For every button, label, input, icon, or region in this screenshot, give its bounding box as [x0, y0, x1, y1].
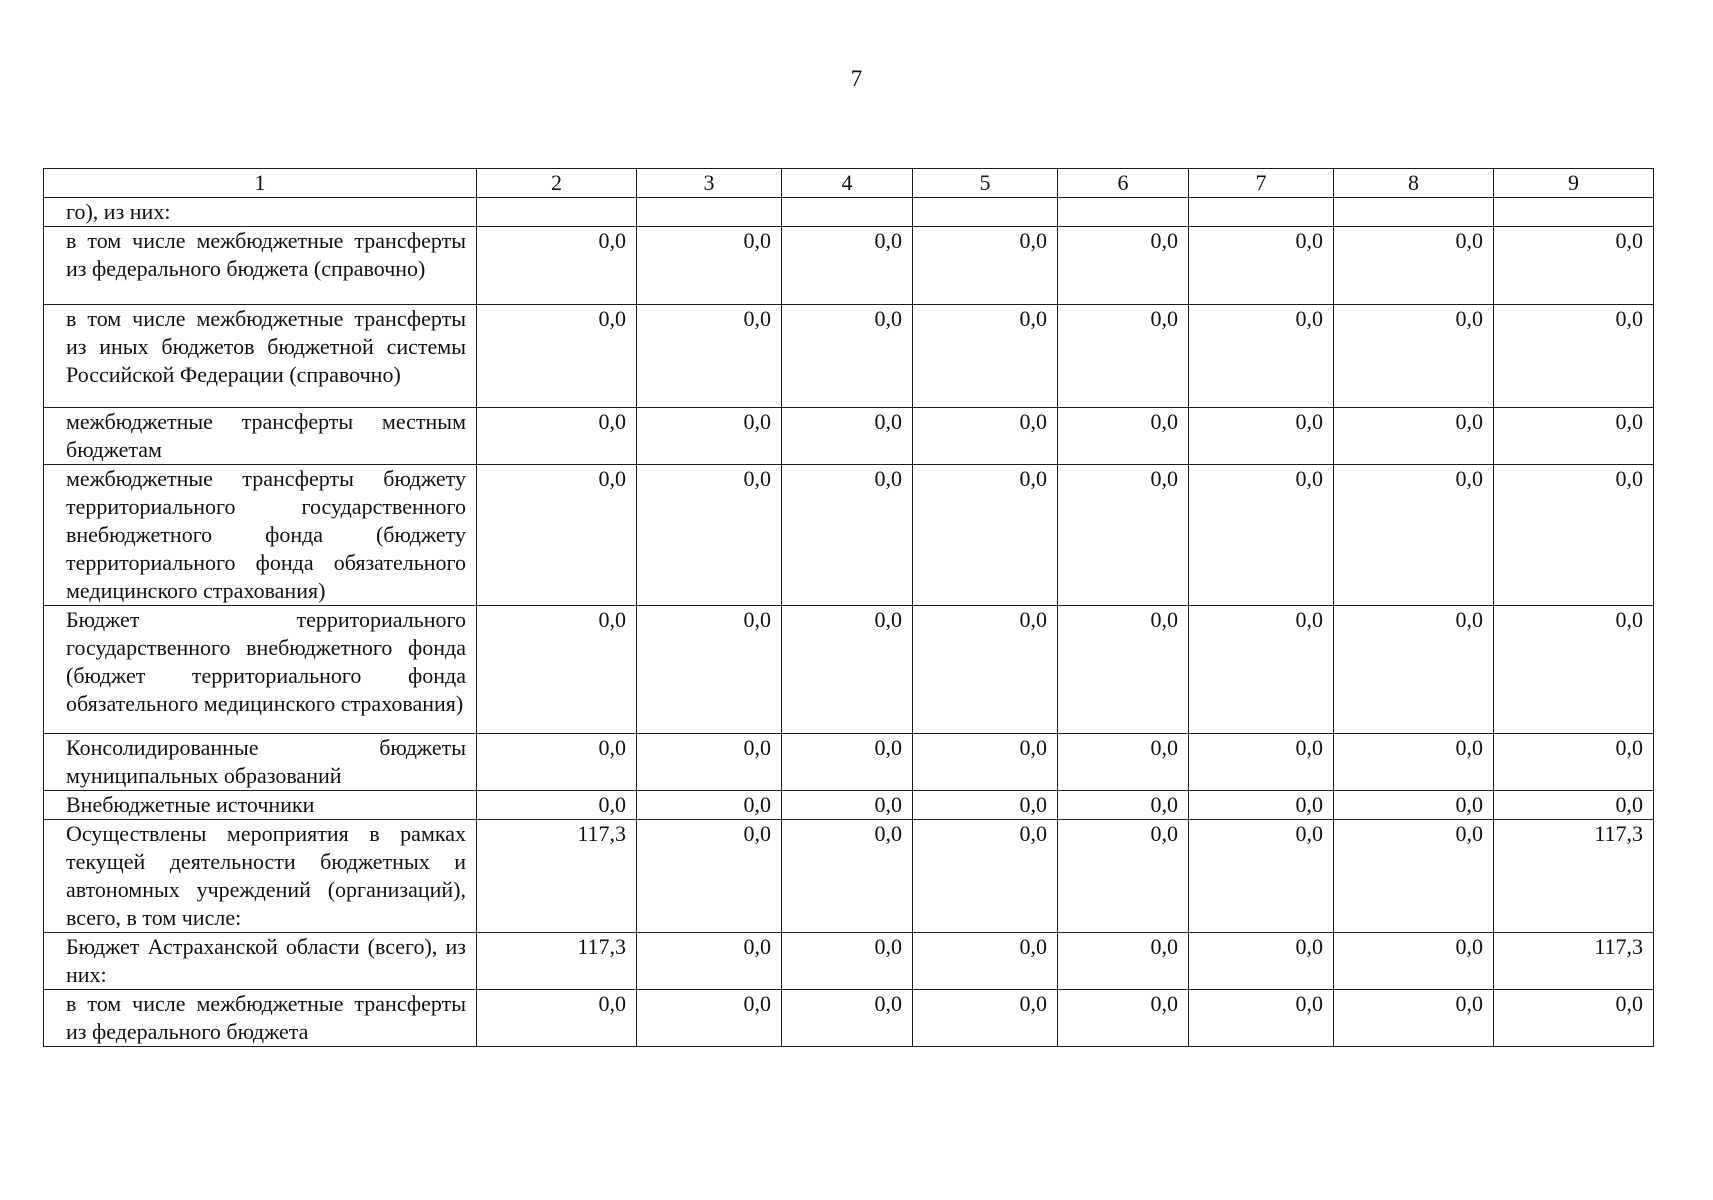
- cell-col-2: 0,0: [477, 606, 637, 734]
- cell-col-5: 0,0: [913, 465, 1058, 606]
- table-row: [44, 990, 1654, 1047]
- table-body: [44, 198, 1654, 1047]
- table-row: [44, 408, 1654, 465]
- column-header-7: 7: [1189, 169, 1334, 198]
- cell-col-6: 0,0: [1058, 791, 1189, 820]
- cell-col-7: 0,0: [1189, 820, 1334, 933]
- cell-col-6: 0,0: [1058, 820, 1189, 933]
- row-label: в том числе межбюджетные трансферты из иных бюджетов бюджетной системы Российской Федерации (справочно): [44, 305, 477, 408]
- cell-col-5: 0,0: [913, 933, 1058, 990]
- cell-col-4: [782, 198, 913, 227]
- table-row: [44, 933, 1654, 990]
- table-row: [44, 465, 1654, 606]
- cell-col-8: 0,0: [1334, 791, 1494, 820]
- cell-col-5: 0,0: [913, 606, 1058, 734]
- cell-col-2: 0,0: [477, 408, 637, 465]
- table-header-row: [44, 169, 1654, 198]
- cell-col-8: 0,0: [1334, 734, 1494, 791]
- cell-col-9: [1494, 198, 1654, 227]
- cell-col-7: 0,0: [1189, 408, 1334, 465]
- cell-col-2: 0,0: [477, 990, 637, 1047]
- column-header-3: 3: [637, 169, 782, 198]
- cell-col-2: 117,3: [477, 933, 637, 990]
- budget-table: [43, 168, 1654, 1047]
- cell-col-7: 0,0: [1189, 933, 1334, 990]
- cell-col-3: 0,0: [637, 820, 782, 933]
- cell-col-3: [637, 198, 782, 227]
- cell-col-6: 0,0: [1058, 990, 1189, 1047]
- cell-col-9: 117,3: [1494, 933, 1654, 990]
- cell-col-9: 0,0: [1494, 990, 1654, 1047]
- row-label: межбюджетные трансферты местным бюджетам: [44, 408, 477, 465]
- table-row: [44, 227, 1654, 305]
- cell-col-8: 0,0: [1334, 606, 1494, 734]
- cell-col-6: 0,0: [1058, 734, 1189, 791]
- column-header-2: 2: [477, 169, 637, 198]
- column-header-9: 9: [1494, 169, 1654, 198]
- cell-col-6: 0,0: [1058, 227, 1189, 305]
- cell-col-9: 0,0: [1494, 606, 1654, 734]
- page-number: 7: [850, 66, 863, 91]
- cell-col-4: 0,0: [782, 820, 913, 933]
- cell-col-4: 0,0: [782, 606, 913, 734]
- cell-col-2: 0,0: [477, 227, 637, 305]
- column-header-8: 8: [1334, 169, 1494, 198]
- cell-col-5: 0,0: [913, 820, 1058, 933]
- cell-col-5: 0,0: [913, 227, 1058, 305]
- cell-col-4: 0,0: [782, 227, 913, 305]
- cell-col-7: 0,0: [1189, 990, 1334, 1047]
- cell-col-9: 0,0: [1494, 305, 1654, 408]
- row-label: Консолидированные бюджеты муниципальных образований: [44, 734, 477, 791]
- cell-col-3: 0,0: [637, 408, 782, 465]
- cell-col-6: 0,0: [1058, 305, 1189, 408]
- cell-col-9: 0,0: [1494, 408, 1654, 465]
- cell-col-9: 0,0: [1494, 227, 1654, 305]
- cell-col-6: 0,0: [1058, 606, 1189, 734]
- cell-col-4: 0,0: [782, 305, 913, 408]
- cell-col-4: 0,0: [782, 408, 913, 465]
- cell-col-7: 0,0: [1189, 734, 1334, 791]
- cell-col-8: [1334, 198, 1494, 227]
- cell-col-2: 0,0: [477, 734, 637, 791]
- cell-col-5: [913, 198, 1058, 227]
- table-row: [44, 791, 1654, 820]
- cell-col-8: 0,0: [1334, 990, 1494, 1047]
- cell-col-6: [1058, 198, 1189, 227]
- row-label: Внебюджетные источники: [44, 791, 477, 820]
- table-row: [44, 820, 1654, 933]
- cell-col-3: 0,0: [637, 227, 782, 305]
- cell-col-3: 0,0: [637, 990, 782, 1047]
- cell-col-9: 117,3: [1494, 820, 1654, 933]
- cell-col-2: 117,3: [477, 820, 637, 933]
- column-header-5: 5: [913, 169, 1058, 198]
- cell-col-6: 0,0: [1058, 933, 1189, 990]
- column-header-4: 4: [782, 169, 913, 198]
- cell-col-7: 0,0: [1189, 465, 1334, 606]
- column-header-1: 1: [44, 169, 477, 198]
- cell-col-4: 0,0: [782, 990, 913, 1047]
- cell-col-5: 0,0: [913, 791, 1058, 820]
- row-label: го), из них:: [44, 198, 477, 227]
- cell-col-9: 0,0: [1494, 734, 1654, 791]
- cell-col-5: 0,0: [913, 734, 1058, 791]
- cell-col-4: 0,0: [782, 465, 913, 606]
- cell-col-2: 0,0: [477, 465, 637, 606]
- table-row: [44, 198, 1654, 227]
- cell-col-2: 0,0: [477, 305, 637, 408]
- cell-col-3: 0,0: [637, 606, 782, 734]
- cell-col-7: [1189, 198, 1334, 227]
- row-label: Бюджет территориального государственного внебюджетного фонда (бюджет территориального фонда обязательного медицинского страхования): [44, 606, 477, 734]
- cell-col-8: 0,0: [1334, 933, 1494, 990]
- row-label: Бюджет Астраханской области (всего), из них:: [44, 933, 477, 990]
- cell-col-7: 0,0: [1189, 305, 1334, 408]
- row-label: межбюджетные трансферты бюджету территориального государственного внебюджетного фонда (бюджету территориального фонда обязательного медицинского страхования): [44, 465, 477, 606]
- cell-col-4: 0,0: [782, 933, 913, 990]
- cell-col-8: 0,0: [1334, 465, 1494, 606]
- cell-col-7: 0,0: [1189, 227, 1334, 305]
- table-row: [44, 606, 1654, 734]
- cell-col-2: [477, 198, 637, 227]
- table-row: [44, 734, 1654, 791]
- row-label: в том числе межбюджетные трансферты из федерального бюджета (справочно): [44, 227, 477, 305]
- cell-col-2: 0,0: [477, 791, 637, 820]
- table-row: [44, 305, 1654, 408]
- cell-col-5: 0,0: [913, 305, 1058, 408]
- cell-col-8: 0,0: [1334, 305, 1494, 408]
- cell-col-5: 0,0: [913, 408, 1058, 465]
- cell-col-7: 0,0: [1189, 791, 1334, 820]
- row-label: Осуществлены мероприятия в рамках текущей деятельности бюджетных и автономных учреждений (организаций), всего, в том числе:: [44, 820, 477, 933]
- cell-col-9: 0,0: [1494, 791, 1654, 820]
- cell-col-4: 0,0: [782, 791, 913, 820]
- cell-col-3: 0,0: [637, 305, 782, 408]
- cell-col-7: 0,0: [1189, 606, 1334, 734]
- cell-col-3: 0,0: [637, 933, 782, 990]
- cell-col-8: 0,0: [1334, 408, 1494, 465]
- cell-col-3: 0,0: [637, 465, 782, 606]
- cell-col-5: 0,0: [913, 990, 1058, 1047]
- cell-col-8: 0,0: [1334, 227, 1494, 305]
- cell-col-9: 0,0: [1494, 465, 1654, 606]
- cell-col-6: 0,0: [1058, 408, 1189, 465]
- cell-col-4: 0,0: [782, 734, 913, 791]
- row-label: в том числе межбюджетные трансферты из федерального бюджета: [44, 990, 477, 1047]
- column-header-6: 6: [1058, 169, 1189, 198]
- cell-col-8: 0,0: [1334, 820, 1494, 933]
- cell-col-3: 0,0: [637, 734, 782, 791]
- cell-col-3: 0,0: [637, 791, 782, 820]
- cell-col-6: 0,0: [1058, 465, 1189, 606]
